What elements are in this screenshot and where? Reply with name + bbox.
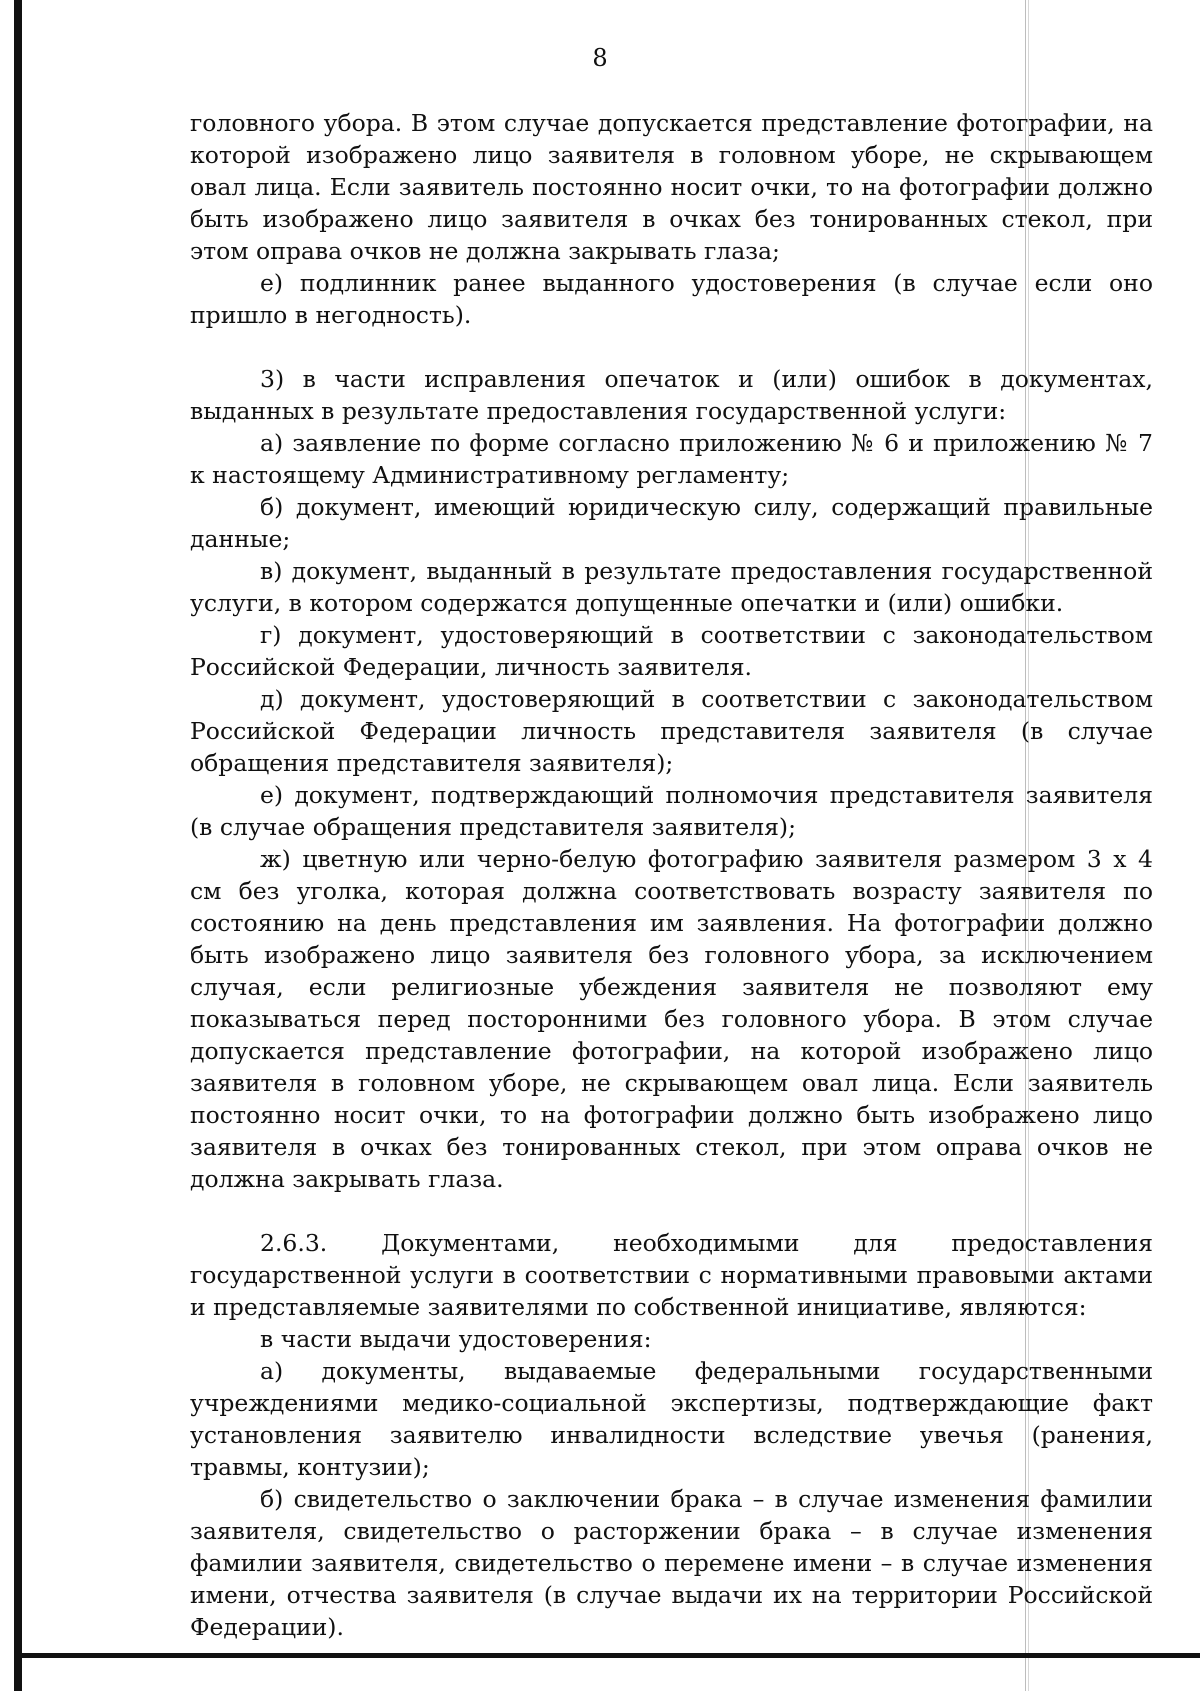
paragraph-item-e: е) документ, подтверждающий полномочия представителя заявителя (в случае обращения представителя заявителя);	[190, 781, 1153, 841]
paragraph-issuance-item-a: а) документы, выдаваемые федеральными государственными учреждениями медико-социальной экспертизы, подтверждающие факт установления заявителю инвалидности вследствие увечья (ранения, травмы, контузии);	[190, 1357, 1153, 1481]
paragraph-item-b: б) документ, имеющий юридическую силу, содержащий правильные данные;	[190, 493, 1153, 553]
paragraph-issuance-item-b: б) свидетельство о заключении брака – в случае изменения фамилии заявителя, свидетельство о расторжении брака – в случае изменения фамилии заявителя, свидетельство о перемене имени – в случае изменения имени, отчества заявителя (в случае выдачи их на территории Российской Федерации).	[190, 1485, 1153, 1641]
paragraph-section-3: 3) в части исправления опечаток и (или) ошибок в документах, выданных в результате предоставления государственной услуги:	[190, 365, 1153, 425]
paragraph-item-a: а) заявление по форме согласно приложению № 6 и приложению № 7 к настоящему Административному регламенту;	[190, 429, 1153, 489]
paragraph-issuance-heading: в части выдачи удостоверения:	[260, 1325, 652, 1353]
scan-edge-left	[14, 0, 22, 1691]
paragraph-2-6-3: 2.6.3. Документами, необходимыми для предоставления государственной услуги в соответствии с нормативными правовыми актами и представляемые заявителями по собственной инициативе, являются:	[190, 1229, 1153, 1321]
paragraph-item-v: в) документ, выданный в результате предоставления государственной услуги, в котором содержатся допущенные опечатки и (или) ошибки.	[190, 557, 1153, 617]
section-gap	[190, 1195, 1153, 1227]
paragraph-continuation: головного убора. В этом случае допускается представление фотографии, на которой изображено лицо заявителя в головном уборе, не скрывающем овал лица. Если заявитель постоянно носит очки, то на фотографии должно быть изображено лицо заявителя в очках без тонированных стекол, при этом оправа очков не должна закрывать глаза;	[190, 109, 1153, 265]
section-gap	[190, 331, 1153, 363]
paragraph-item-e-original: е) подлинник ранее выданного удостоверения (в случае если оно пришло в негодность).	[190, 269, 1153, 329]
page-number: 8	[592, 44, 608, 72]
paragraph-item-d: д) документ, удостоверяющий в соответствии с законодательством Российской Федерации личность представителя заявителя (в случае обращения представителя заявителя);	[190, 685, 1153, 777]
paragraph-item-g: г) документ, удостоверяющий в соответствии с законодательством Российской Федерации, личность заявителя.	[190, 621, 1153, 681]
scan-edge-bottom	[14, 1653, 1200, 1658]
document-body	[190, 107, 1153, 1643]
paragraph-item-zh: ж) цветную или черно-белую фотографию заявителя размером 3 х 4 см без уголка, которая должна соответствовать возрасту заявителя по состоянию на день представления им заявления. На фотографии должно быть изображено лицо заявителя без головного убора, за исключением случая, если религиозные убеждения заявителя не позволяют ему показываться перед посторонними без головного убора. В этом случае допускается представление фотографии, на которой изображено лицо заявителя в головном уборе, не скрывающем овал лица. Если заявитель постоянно носит очки, то на фотографии должно быть изображено лицо заявителя в очках без тонированных стекол, при этом оправа очков не должна закрывать глаза.	[190, 845, 1153, 1193]
